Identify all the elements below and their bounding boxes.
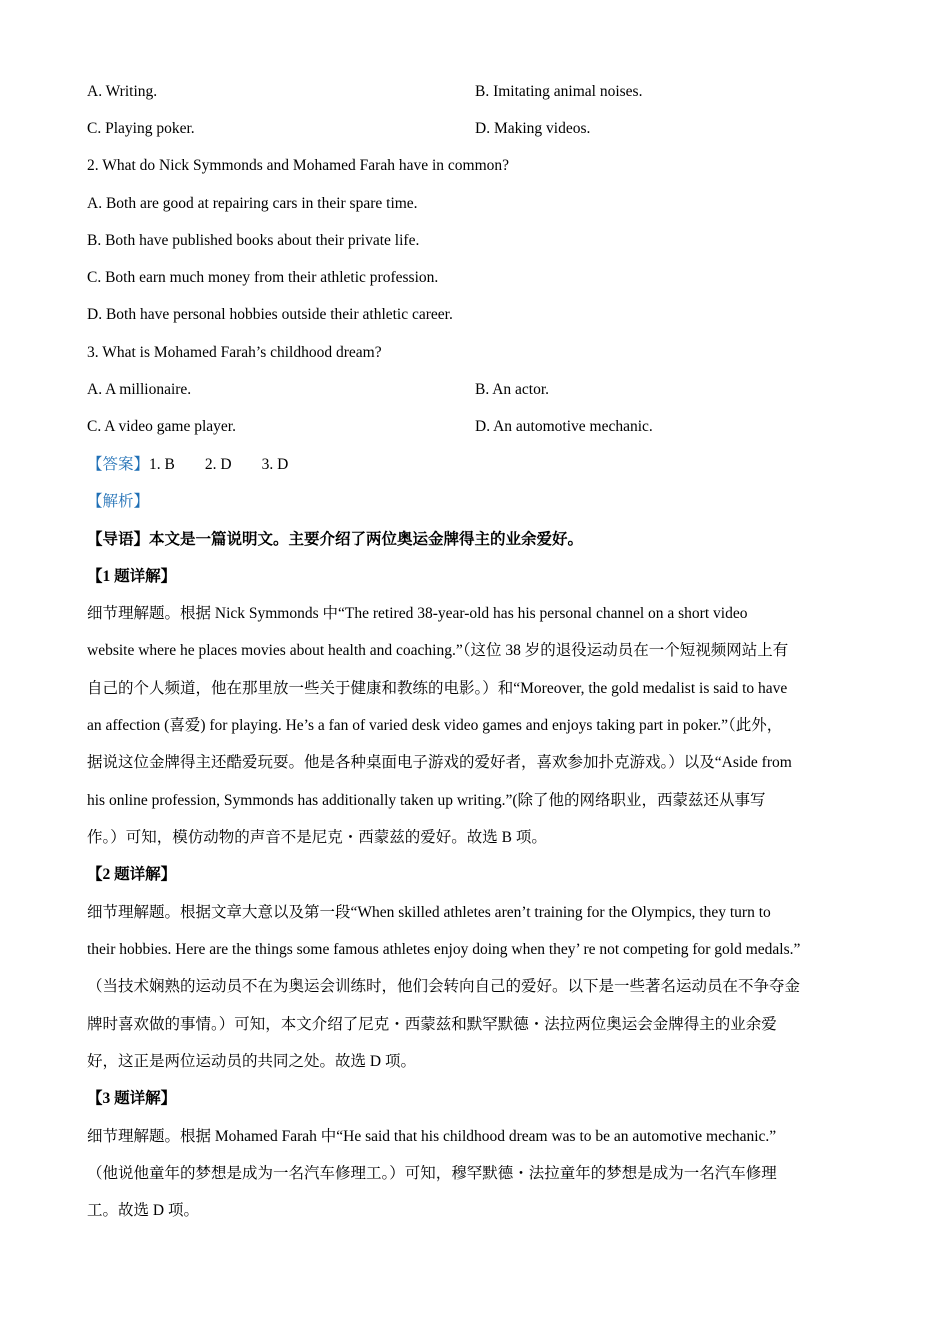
detail1-line: 自己的个人频道，他在那里放一些关于健康和教练的电影。）和“Moreover, the gold medalist is said to have [87,680,788,697]
detail2-line: 细节理解题。根据文章大意以及第一段“When skilled athletes aren’t training for the Olympics, they turn to [87,904,771,921]
q3-option-c: C. A video game player. [87,418,236,435]
q1-option-c: C. Playing poker. [87,120,195,137]
detail2-line: their hobbies. Here are the things some famous athletes enjoy doing when they’ re not competing for gold medals.” [87,941,801,958]
detail3-line: 工。故选 D 项。 [87,1202,199,1219]
q2-question: 2. What do Nick Symmonds and Mohamed Farah have in common? [87,157,510,174]
detail3-line: 细节理解题。根据 Mohamed Farah 中“He said that his childhood dream was to be an automotive mechanic.” [87,1128,777,1145]
detail1-line: 据说这位金牌得主还酷爱玩耍。他是各种桌面电子游戏的爱好者，喜欢参加扑克游戏。）以及“Aside from [87,754,792,771]
detail1-line: 细节理解题。根据 Nick Symmonds 中“The retired 38-year-old has his personal channel on a short video [87,605,748,622]
detail1-line: an affection (喜爱) for playing. He’s a fan of varied desk video games and enjoys taking part in poker.”（此外， [87,717,783,734]
answer-3: 3. D [261,456,289,473]
detail3-line: （他说他童年的梦想是成为一名汽车修理工。）可知，穆罕默德・法拉童年的梦想是成为一名汽车修理 [87,1165,777,1182]
q2-option-b: B. Both have published books about their private life. [87,232,420,249]
detail2-line: 牌时喜欢做的事情。）可知，本文介绍了尼克・西蒙兹和默罕默德・法拉两位奥运会金牌得主的业余爱 [87,1016,777,1033]
detail1-line: website where he places movies about health and coaching.”（这位 38 岁的退役运动员在一个短视频网站上有 [87,642,789,659]
detail1-line: his online profession, Symmonds has additionally taken up writing.”(除了他的网络职业，西蒙兹还从事写 [87,792,766,809]
q1-option-d: D. Making videos. [475,120,591,137]
detail3-heading: 【3 题详解】 [87,1090,177,1107]
analysis-label: 【解析】 [87,493,150,510]
detail1-heading: 【1 题详解】 [87,568,177,585]
detail2-line: （当技术娴熟的运动员不在为奥运会训练时，他们会转向自己的爱好。以下是一些著名运动员在不争夺金 [87,978,801,995]
answer-label: 【答案】 [87,456,150,473]
detail2-heading: 【2 题详解】 [87,866,177,883]
answer-line [87,455,288,475]
detail2-line: 好，这正是两位运动员的共同之处。故选 D 项。 [87,1053,416,1070]
q1-option-b: B. Imitating animal noises. [475,83,643,100]
detail1-line: 作。）可知，模仿动物的声音不是尼克・西蒙兹的爱好。故选 B 项。 [87,829,547,846]
answer-2: 2. D [204,456,232,473]
q3-option-d: D. An automotive mechanic. [475,418,653,435]
q2-option-c: C. Both earn much money from their athletic profession. [87,269,439,286]
q1-option-a: A. Writing. [87,83,158,100]
q2-option-d: D. Both have personal hobbies outside their athletic career. [87,306,453,323]
q3-question: 3. What is Mohamed Farah’s childhood dream? [87,344,382,361]
guide-text: 【导语】本文是一篇说明文。主要介绍了两位奥运金牌得主的业余爱好。 [87,531,584,548]
answer-1: 1. B [149,456,175,473]
q3-option-b: B. An actor. [475,381,550,398]
q2-option-a: A. Both are good at repairing cars in their spare time. [87,195,418,212]
q3-option-a: A. A millionaire. [87,381,192,398]
